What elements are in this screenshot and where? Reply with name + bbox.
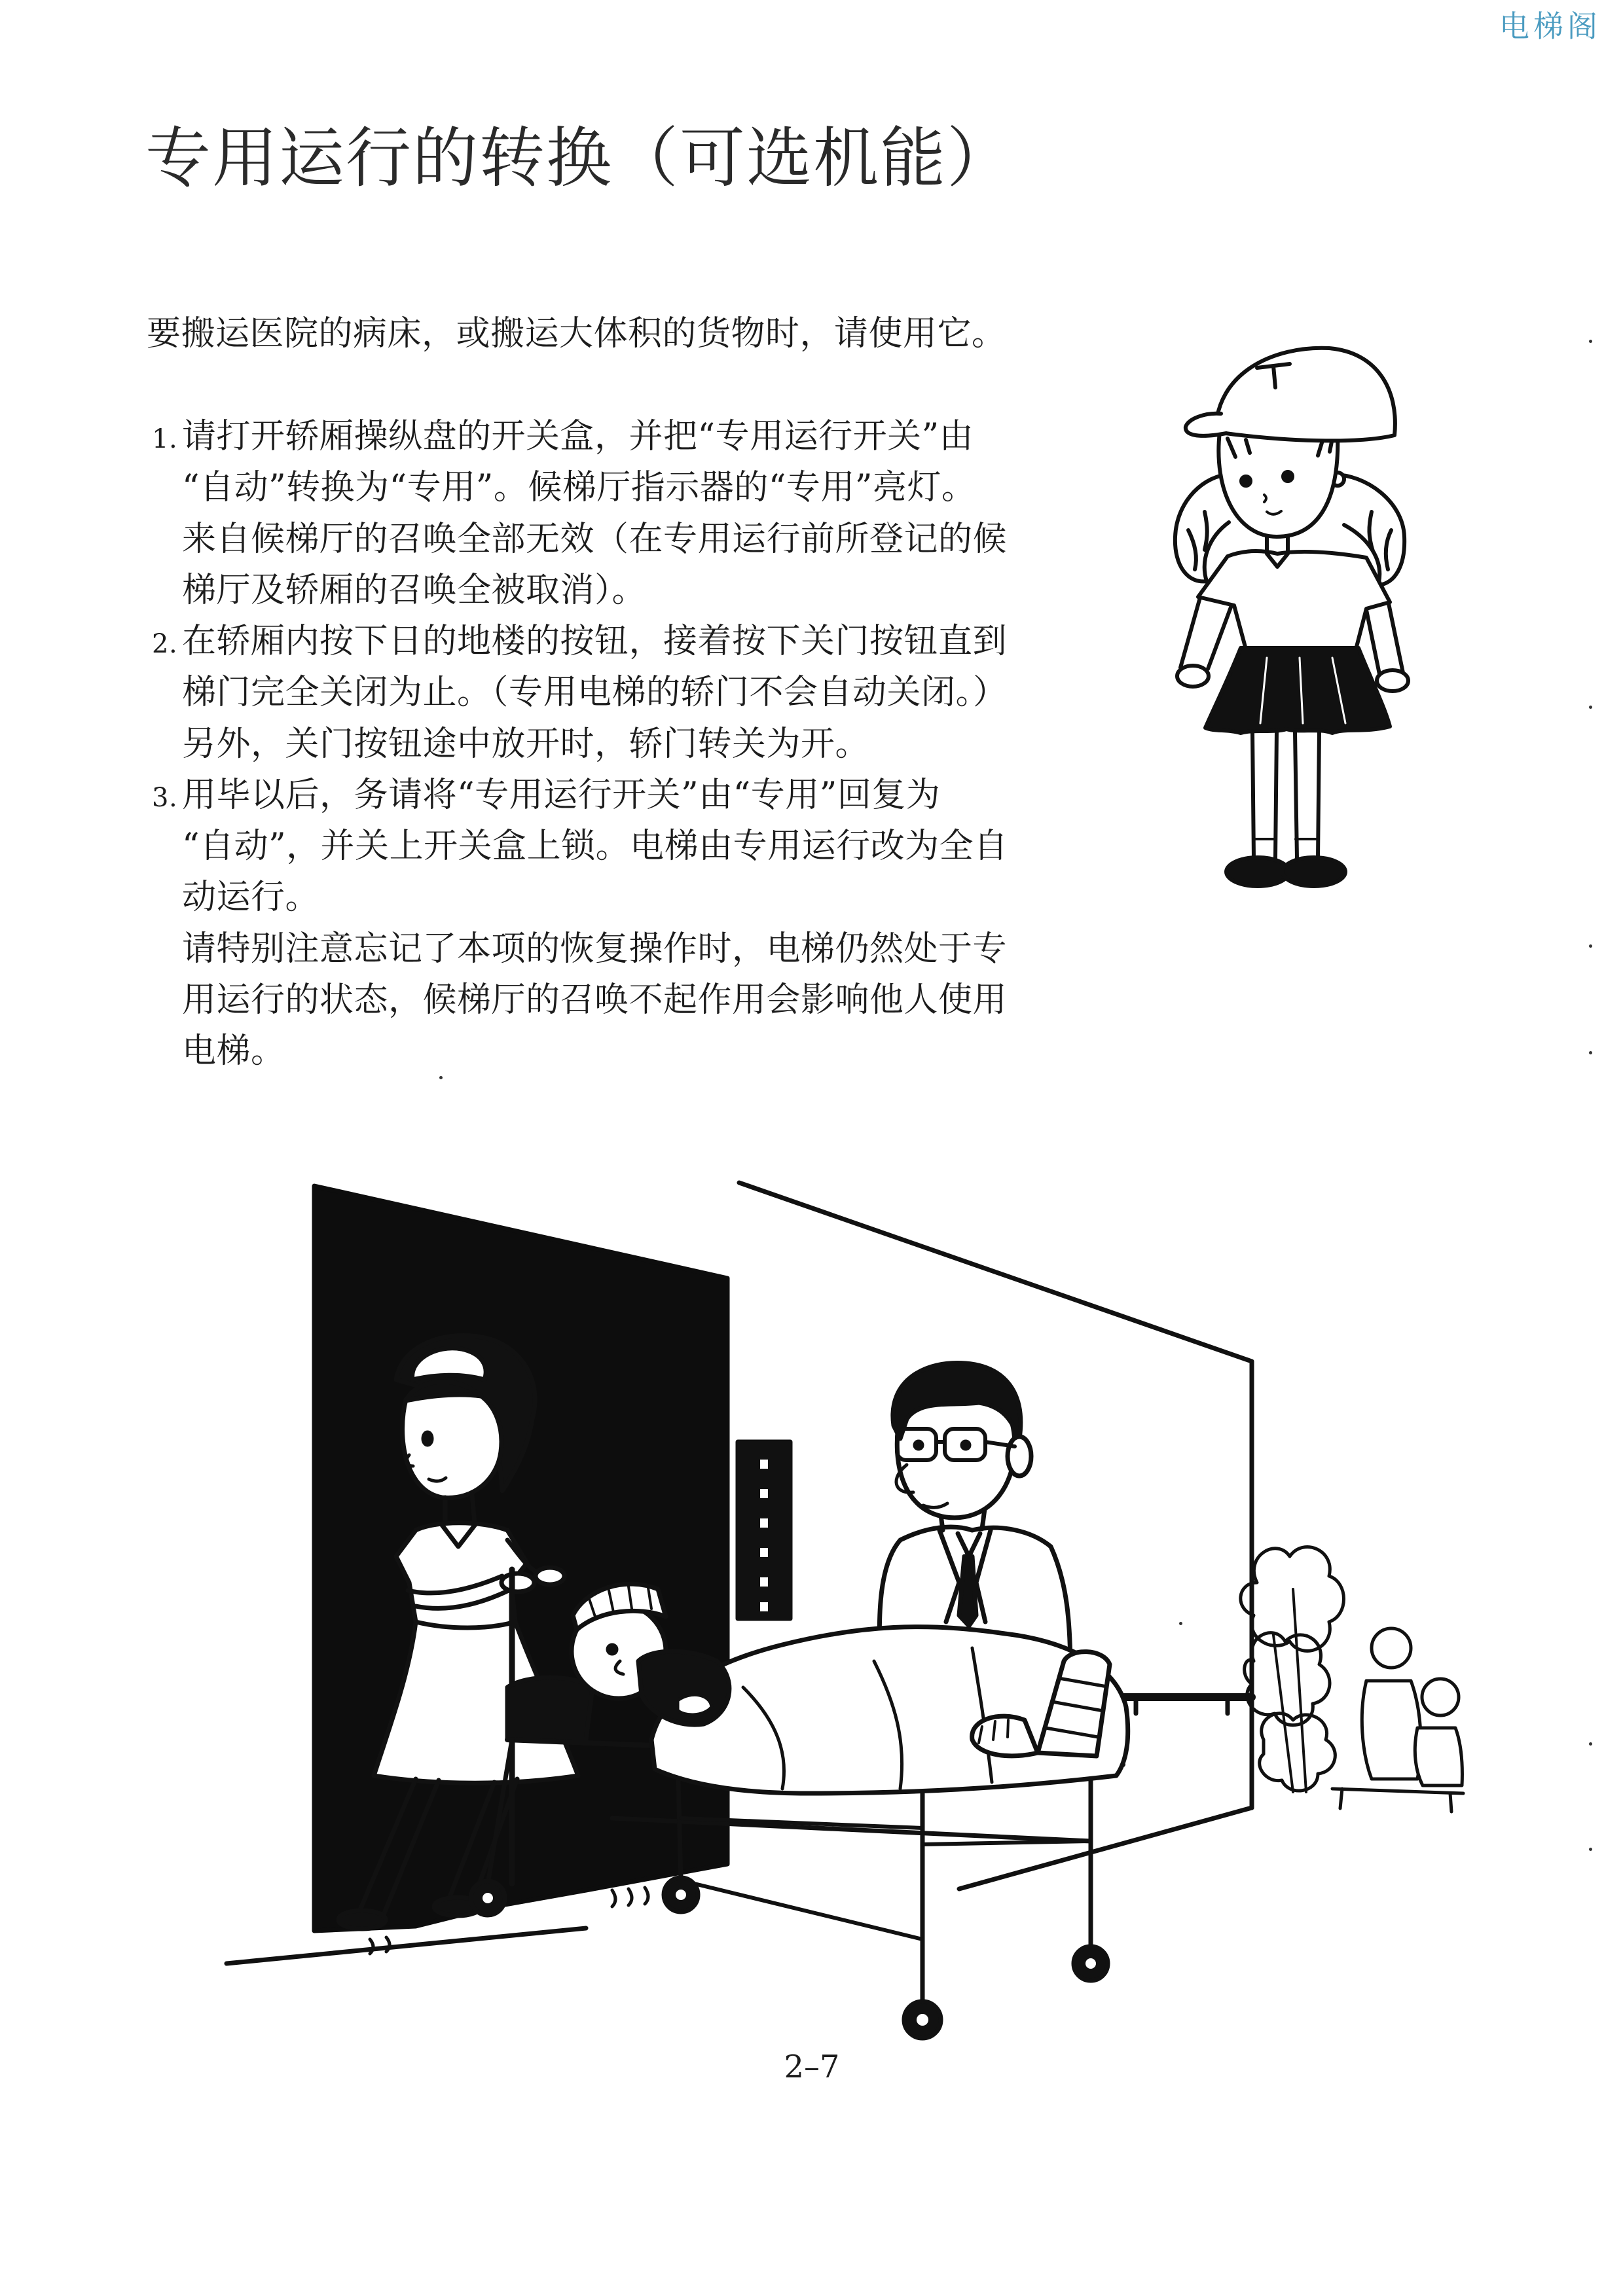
girl-cap-brim bbox=[1186, 414, 1226, 436]
girl-arm-left bbox=[1180, 598, 1231, 669]
doctor-tie bbox=[959, 1556, 976, 1626]
girl-illustration bbox=[1169, 340, 1411, 910]
scan-speck bbox=[1589, 706, 1592, 709]
step-line: 请打开轿厢操纵盘的开关盒，并把“专用运行开关”由 bbox=[182, 417, 974, 456]
intro-paragraph: 要搬运医院的病床，或搬运大体积的货物时，请使用它。 bbox=[147, 314, 1006, 353]
steps-list bbox=[152, 411, 1023, 1077]
nurse-shoe bbox=[338, 1910, 386, 1929]
step-line: 另外，关门按钮途中放开时，轿门转关为开。 bbox=[182, 724, 870, 764]
girl-cap bbox=[1216, 348, 1395, 441]
page-number: 2–7 bbox=[784, 2049, 840, 2085]
scan-speck bbox=[1589, 944, 1592, 948]
nurse-eye bbox=[424, 1433, 431, 1444]
step-3 bbox=[152, 770, 1023, 1077]
girl-eye-right bbox=[1283, 472, 1292, 481]
hospital-scene-illustration bbox=[219, 1164, 1467, 2044]
scan-speck bbox=[439, 1076, 443, 1079]
step-line-row bbox=[152, 719, 1023, 770]
step-line: “自动”转换为“专用”。候梯厅指示器的“专用”亮灯。 bbox=[182, 468, 976, 508]
step-line-row bbox=[152, 667, 1023, 718]
scan-speck bbox=[1589, 340, 1592, 343]
girl-skirt bbox=[1205, 648, 1390, 733]
nurse-face bbox=[403, 1391, 501, 1498]
step-2 bbox=[152, 616, 1023, 770]
scan-speck bbox=[1589, 1848, 1592, 1851]
step-line: 梯门完全关闭为止。（专用电梯的轿门不会自动关闭。） bbox=[182, 673, 1008, 713]
scan-speck bbox=[1179, 1622, 1182, 1625]
scan-speck bbox=[1589, 1051, 1592, 1054]
step-number: 1. bbox=[152, 424, 178, 454]
step-line-row bbox=[152, 975, 1023, 1026]
girl-hand-right bbox=[1377, 670, 1408, 691]
girl-shirt bbox=[1198, 551, 1390, 649]
girl-arm-right bbox=[1366, 603, 1403, 674]
girl-shoe-right bbox=[1283, 857, 1345, 886]
nurse-hand bbox=[536, 1568, 564, 1585]
step-1 bbox=[152, 411, 1023, 616]
plants-and-people bbox=[1241, 1547, 1463, 1812]
step-number: 2. bbox=[152, 629, 178, 659]
step-line-row bbox=[152, 462, 1023, 513]
patient-hand bbox=[678, 1695, 712, 1715]
step-line-row bbox=[152, 872, 1023, 923]
doctor-ear bbox=[1008, 1437, 1031, 1476]
patient-eye bbox=[608, 1645, 616, 1653]
step-line-row bbox=[152, 616, 1023, 667]
step-line: 电梯。 bbox=[182, 1031, 285, 1071]
wall-handrail bbox=[1113, 1697, 1252, 1713]
step-line-row bbox=[152, 565, 1023, 616]
step-line-row bbox=[152, 821, 1023, 872]
nurse-hand bbox=[501, 1573, 534, 1592]
step-line: 在轿厢内按下日的地楼的按钮，接着按下关门按钮直到 bbox=[182, 622, 1008, 661]
girl-shoe-left bbox=[1226, 857, 1289, 886]
step-line-row bbox=[152, 514, 1023, 565]
step-line: 动运行。 bbox=[182, 878, 320, 918]
step-line-row bbox=[152, 924, 1023, 975]
step-line: 梯厅及轿厢的召唤全被取消）。 bbox=[182, 570, 647, 610]
step-line-row bbox=[152, 770, 1023, 821]
scan-speck bbox=[1589, 1742, 1592, 1746]
step-line: 用毕以后，务请将“专用运行开关”由“专用”回复为 bbox=[182, 775, 941, 815]
watermark: 电梯阁 bbox=[1499, 9, 1601, 44]
page-title: 专用运行的转换（可选机能） bbox=[145, 120, 1013, 196]
step-line: 来自候梯厅的召唤全部无效（在专用运行前所登记的候 bbox=[182, 519, 1008, 559]
girl-eye-left bbox=[1241, 476, 1250, 486]
step-line-row bbox=[152, 411, 1023, 462]
step-line-row bbox=[152, 1026, 1023, 1077]
step-line: 请特别注意忘记了本项的恢复操作时，电梯仍然处于专 bbox=[182, 929, 1008, 969]
girl-hand-left bbox=[1177, 666, 1209, 687]
step-line: 用运行的状态，候梯厅的召唤不起作用会影响他人使用 bbox=[182, 980, 1008, 1020]
elevator-indicator-panel bbox=[738, 1442, 790, 1619]
step-line: “自动”，并关上开关盒上锁。电梯由专用运行改为全自 bbox=[182, 827, 1008, 866]
step-number: 3. bbox=[152, 782, 178, 813]
